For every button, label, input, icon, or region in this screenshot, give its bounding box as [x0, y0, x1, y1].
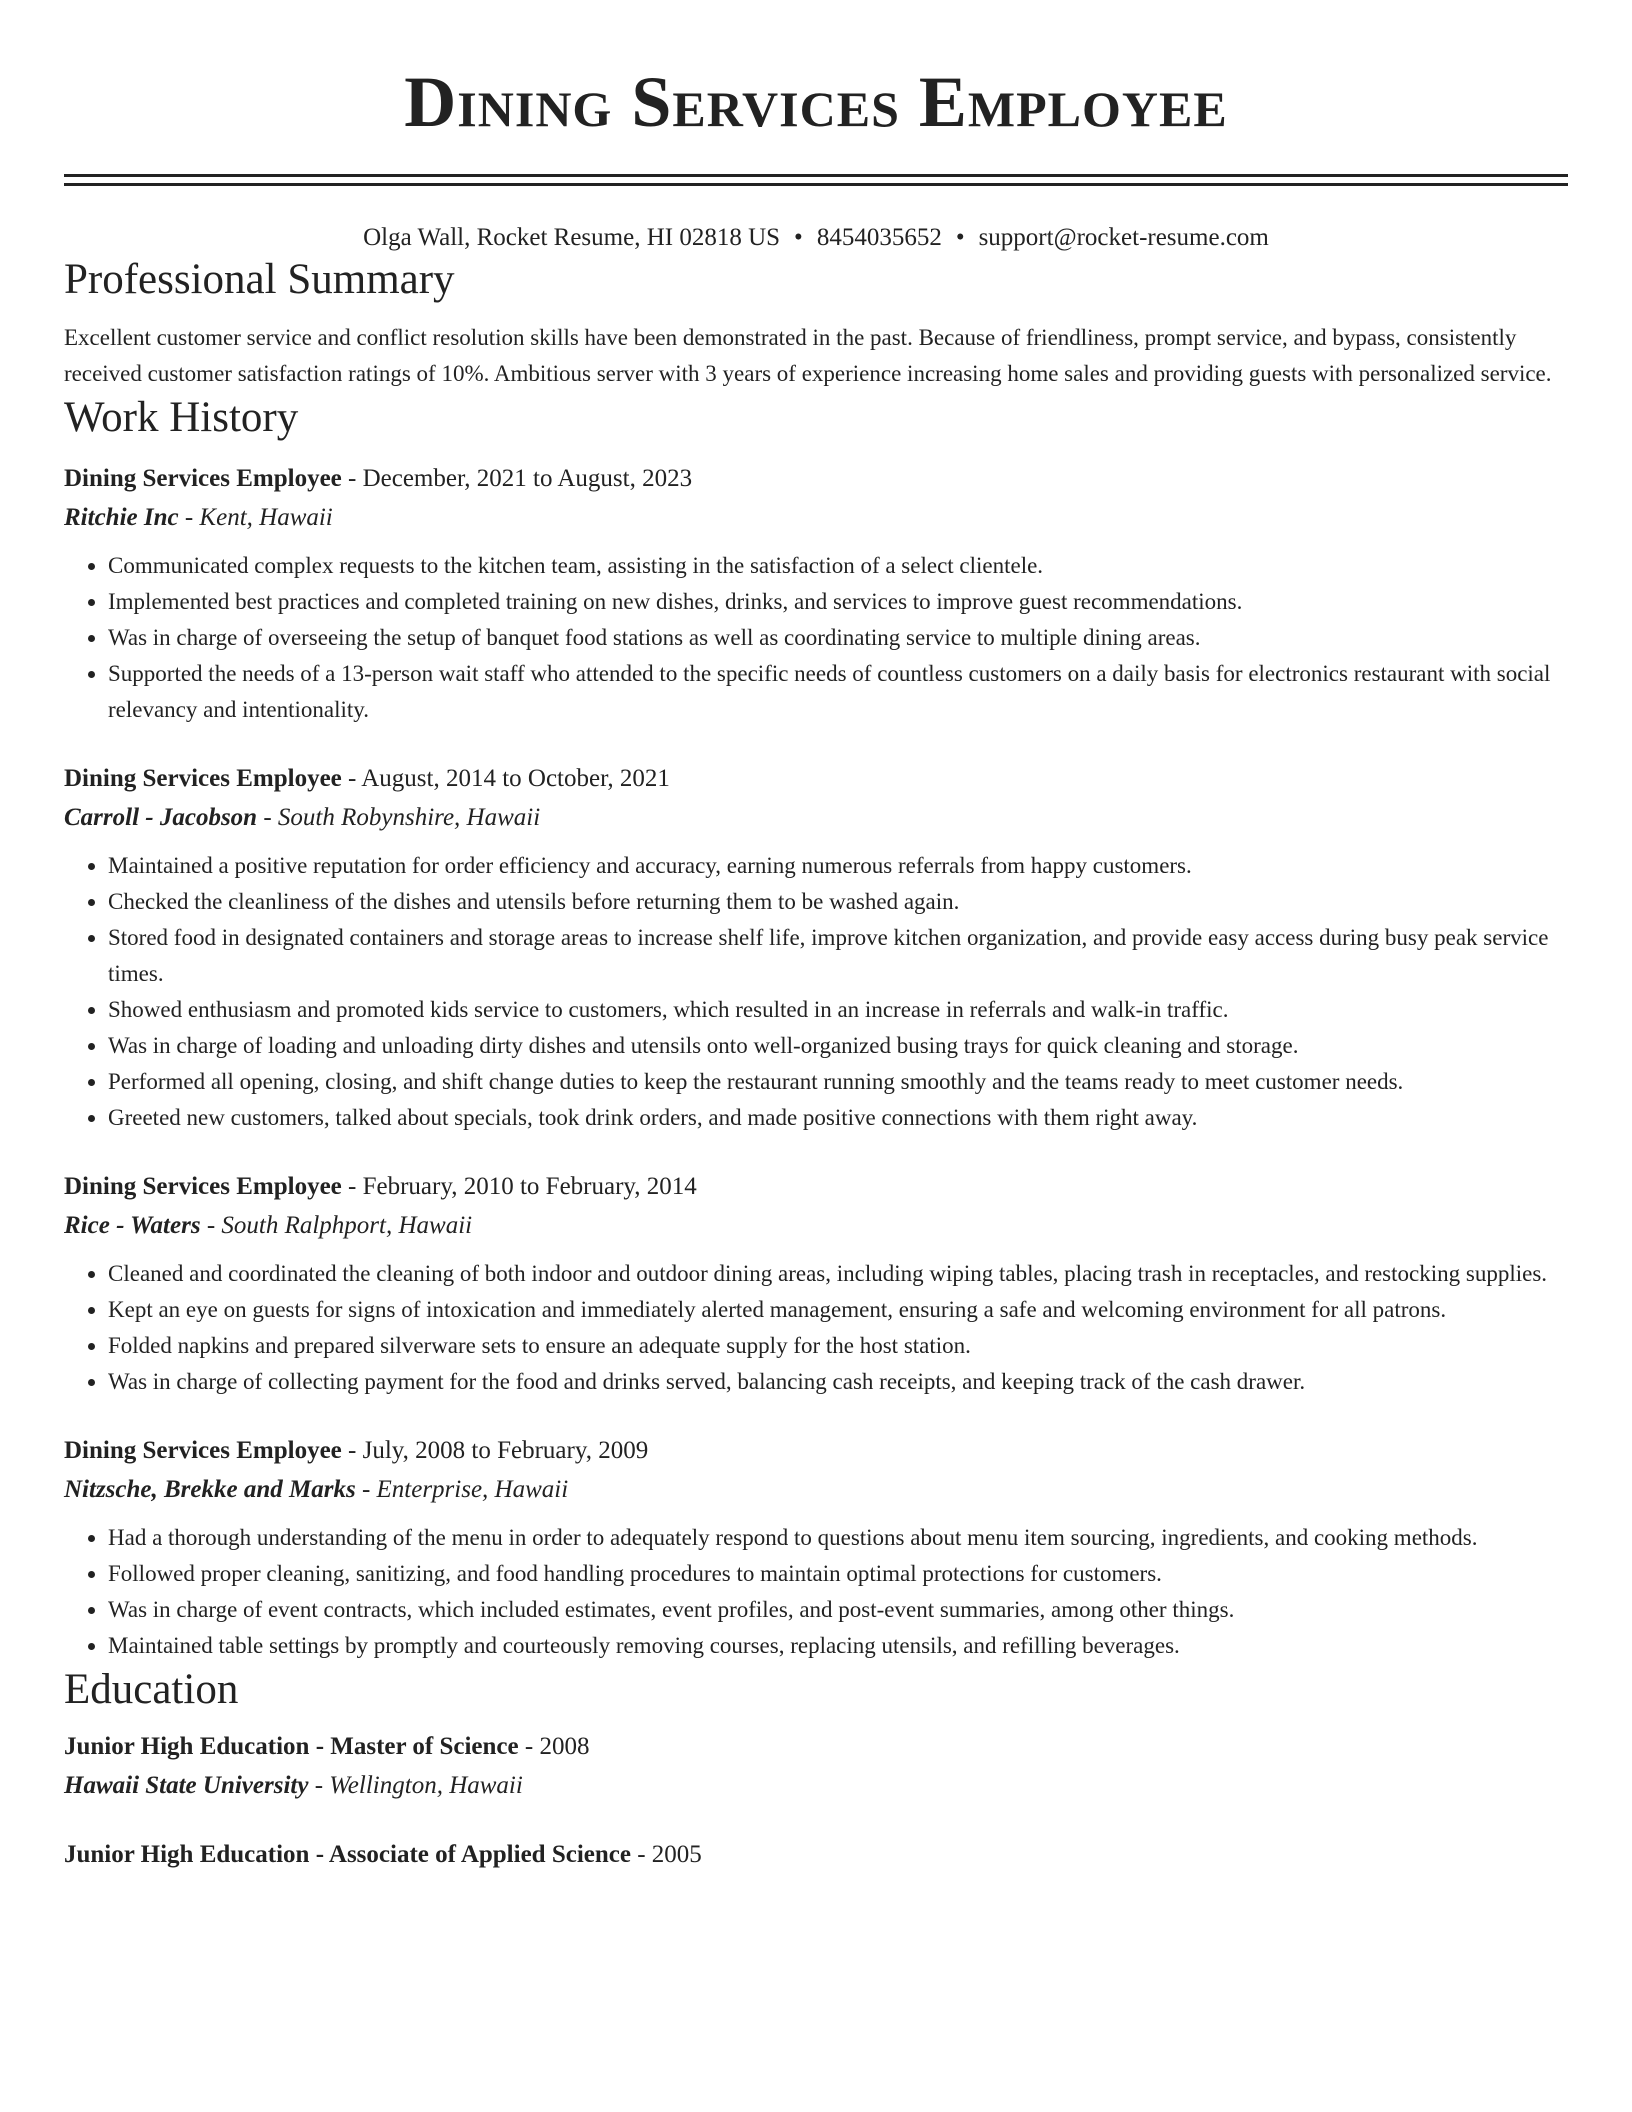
- summary-text: Excellent customer service and conflict resolution skills have been demonstrated in the past. Because of friendliness, prompt service, and bypass, consistently received customer satisfaction ratings of 10%. Ambitious server with 3 years of experience increasing home sales and providing guests with personalized service.: [64, 325, 1552, 386]
- education-location: - Wellington, Hawaii: [308, 1772, 523, 1799]
- job-dates: - February, 2010 to February, 2014: [341, 1173, 697, 1200]
- contact-phone: 8454035652: [816, 224, 942, 251]
- list-item: • Followed proper cleaning, sanitizing, and food handling procedures to maintain optimal protections for customers.: [108, 1556, 1568, 1592]
- job-location: - South Ralphport, Hawaii: [200, 1212, 473, 1239]
- education-year: - 2008: [518, 1733, 590, 1760]
- education-degree: Junior High Education - Master of Science: [64, 1733, 519, 1760]
- education-entry: [64, 1728, 1568, 1806]
- list-item: • Was in charge of loading and unloading dirty dishes and utensils onto well-organized busing trays for quick cleaning and storage.: [108, 1028, 1568, 1064]
- job-duties-list: [64, 1520, 1568, 1664]
- education-school-line: [64, 1766, 1568, 1806]
- job-duties-list: [64, 1256, 1568, 1400]
- list-item: • Supported the needs of a 13-person wait staff who attended to the specific needs of countless customers on a daily basis for electronics restaurant with social relevancy and intentionality.: [108, 656, 1568, 728]
- job-company: Ritchie Inc: [64, 504, 179, 531]
- education-school: Hawaii State University: [64, 1772, 309, 1799]
- list-item: • Showed enthusiasm and promoted kids service to customers, which resulted in an increase in referrals and walk-in traffic.: [108, 992, 1568, 1028]
- job-duties-list: [64, 548, 1568, 728]
- list-item: • Had a thorough understanding of the menu in order to adequately respond to questions about menu item sourcing, ingredients, and cooking methods.: [108, 1520, 1568, 1556]
- resume-title: Dining Services Employee: [404, 62, 1228, 142]
- job-company: Nitzsche, Brekke and Marks: [64, 1476, 356, 1503]
- job-role: Dining Services Employee: [64, 1437, 342, 1464]
- job-title-line: [64, 460, 1568, 498]
- list-item: • Maintained table settings by promptly and courteously removing courses, replacing utensils, and refilling beverages.: [108, 1628, 1568, 1664]
- education-degree-line: [64, 1728, 1568, 1766]
- job-company: Rice - Waters: [64, 1212, 201, 1239]
- list-item: • Greeted new customers, talked about specials, took drink orders, and made positive connections with them right away.: [108, 1100, 1568, 1136]
- job-role: Dining Services Employee: [64, 1173, 342, 1200]
- contact-line: [64, 222, 1568, 254]
- job-title-line: [64, 1432, 1568, 1470]
- education-heading: Education: [64, 1666, 239, 1713]
- title-divider-top: [64, 174, 1568, 177]
- job-company-line: [64, 498, 1568, 538]
- contact-separator: •: [794, 224, 803, 251]
- job-dates: - July, 2008 to February, 2009: [341, 1437, 649, 1464]
- list-item: • Was in charge of overseeing the setup of banquet food stations as well as coordinating service to multiple dining areas.: [108, 620, 1568, 656]
- job-company-line: [64, 1206, 1568, 1246]
- list-item: • Kept an eye on guests for signs of intoxication and immediately alerted management, ensuring a safe and welcoming environment for all patrons.: [108, 1292, 1568, 1328]
- list-item: • Implemented best practices and completed training on new dishes, drinks, and services to improve guest recommendations.: [108, 584, 1568, 620]
- job-role: Dining Services Employee: [64, 765, 342, 792]
- education-degree: Junior High Education - Associate of Applied Science: [64, 1841, 631, 1868]
- job-entry: [64, 1168, 1568, 1400]
- job-entry: [64, 1432, 1568, 1664]
- job-entry: [64, 460, 1568, 728]
- list-item: • Performed all opening, closing, and shift change duties to keep the restaurant running smoothly and the teams ready to meet customer needs.: [108, 1064, 1568, 1100]
- job-duties-list: [64, 848, 1568, 1136]
- education-entry: [64, 1836, 1568, 1874]
- list-item: • Communicated complex requests to the kitchen team, assisting in the satisfaction of a select clientele.: [108, 548, 1568, 584]
- job-title-line: [64, 1168, 1568, 1206]
- contact-separator: •: [955, 224, 965, 251]
- title-divider-bottom: [64, 183, 1568, 186]
- list-item: • Maintained a positive reputation for order efficiency and accuracy, earning numerous referrals from happy customers.: [108, 848, 1568, 884]
- job-company-line: [64, 798, 1568, 838]
- list-item: • Folded napkins and prepared silverware sets to ensure an adequate supply for the host station.: [108, 1328, 1568, 1364]
- list-item: • Was in charge of event contracts, which included estimates, event profiles, and post-event summaries, among other things.: [108, 1592, 1568, 1628]
- list-item: • Checked the cleanliness of the dishes and utensils before returning them to be washed again.: [108, 884, 1568, 920]
- job-dates: - August, 2014 to October, 2021: [341, 765, 670, 792]
- job-location: - Enterprise, Hawaii: [355, 1476, 569, 1503]
- job-title-line: [64, 760, 1568, 798]
- job-entry: [64, 760, 1568, 1136]
- contact-email: support@rocket-resume.com: [978, 224, 1269, 251]
- job-company-line: [64, 1470, 1568, 1510]
- list-item: • Stored food in designated containers and storage areas to increase shelf life, improve kitchen organization, and provide easy access during busy peak service times.: [108, 920, 1568, 992]
- job-location: - South Robynshire, Hawaii: [257, 804, 541, 831]
- education-degree-line: [64, 1836, 1568, 1874]
- work-history-heading: Work History: [64, 394, 299, 441]
- list-item: • Was in charge of collecting payment for the food and drinks served, balancing cash receipts, and keeping track of the cash drawer.: [108, 1364, 1568, 1400]
- job-role: Dining Services Employee: [64, 465, 342, 492]
- list-item: • Cleaned and coordinated the cleaning of both indoor and outdoor dining areas, including wiping tables, placing trash in receptacles, and restocking supplies.: [108, 1256, 1568, 1292]
- education-year: - 2005: [630, 1841, 702, 1868]
- job-company: Carroll - Jacobson: [64, 804, 258, 831]
- job-dates: - December, 2021 to August, 2023: [341, 465, 693, 492]
- job-location: - Kent, Hawaii: [178, 504, 333, 531]
- summary-heading: Professional Summary: [64, 256, 455, 303]
- contact-address: Olga Wall, Rocket Resume, HI 02818 US: [363, 224, 781, 251]
